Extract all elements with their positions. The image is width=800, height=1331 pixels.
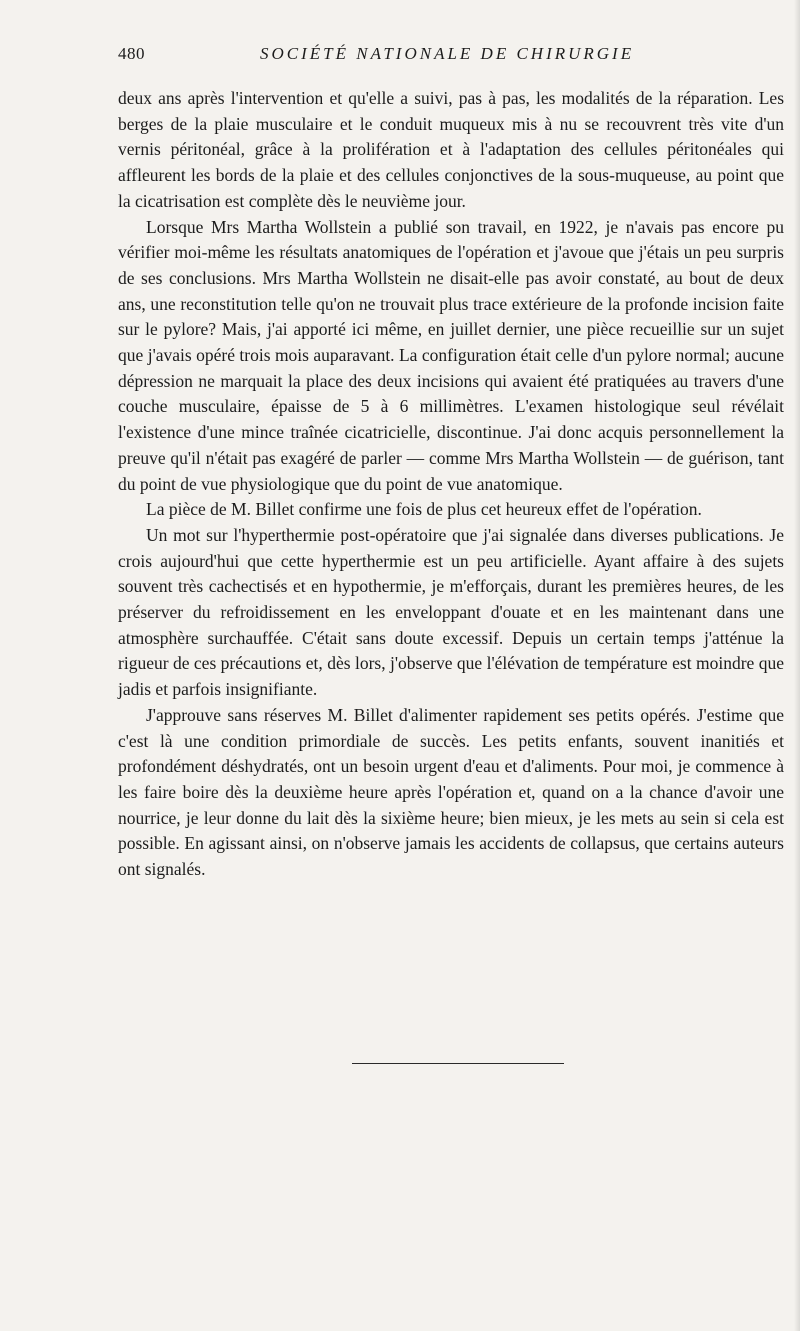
paragraph-3: La pièce de M. Billet confirme une fois de plus cet heureux effet de l'opération. (146, 499, 702, 520)
section-end-rule (352, 1063, 564, 1064)
paragraph-1: deux ans après l'intervention et qu'elle a suivi, pas à pas, les modalités de la réparation. Les berges de la plaie musculaire et le conduit muqueux mis à nu se recouvrent très vite d'un vernis péritonéal, grâce à la prolifération et à l'adaptation des cellules péritonéales qui affleurent les bords de la plaie et des cellules conjonctives de la sous-muqueuse, au point que la cicatrisation est complète dès le neuvième jour. (118, 88, 784, 211)
page-header (118, 44, 782, 68)
paragraph-4: Un mot sur l'hyperthermie post-opératoire que j'ai signalée dans diverses publications. Je crois aujourd'hui que cette hyperthermie est un peu artificielle. Ayant affaire à des sujets souvent très cachectisés et en hypothermie, je m'efforçais, durant les premières heures, de les préserver du refroidissement en les enveloppant d'ouate et en les maintenant dans une atmosphère surchauffée. C'était sans doute excessif. Depuis un certain temps j'atténue la rigueur de ces précautions et, dès lors, j'observe que l'élévation de température est moindre que jadis et parfois insignifiante. (118, 524, 784, 700)
page-edge-shadow (794, 0, 800, 1331)
paragraph-5: J'approuve sans réserves M. Billet d'alimenter rapidement ses petits opérés. J'estime que c'est là une condition primordiale de succès. Les petits enfants, souvent inanitiés et profondément déshydratés, ont un besoin urgent d'eau et d'aliments. Pour moi, je commence à les faire boire dès la deuxième heure après l'opération et, quand on a la chance d'avoir une nourrice, je leur donne du lait dès la sixième heure; bien mieux, je les mets au sein si cela est possible. En agissant ainsi, on n'observe jamais les accidents de collapsus, que certains auteurs ont signalés. (118, 704, 784, 880)
running-title: SOCIÉTÉ NATIONALE DE CHIRURGIE (260, 44, 635, 63)
paragraph-2: Lorsque Mrs Martha Wollstein a publié son travail, en 1922, je n'avais pas encore pu vérifier moi-même les résultats anatomiques de l'opération et j'avoue que j'étais un peu surpris de ses conclusions. Mrs Martha Wollstein ne disait-elle pas avoir constaté, au bout de deux ans, une reconstitution telle qu'on ne trouvait plus trace extérieure de la profonde incision faite sur le pylore? Mais, j'ai apporté ici même, en juillet dernier, une pièce recueillie sur un sujet que j'avais opéré trois mois auparavant. La configuration était celle d'un pylore normal; aucune dépression ne marquait la place des deux incisions qui avaient été pratiquées au travers d'une couche musculaire, épaisse de 5 à 6 millimètres. L'examen histologique seul révélait l'existence d'une mince traînée cicatricielle, discontinue. J'ai donc acquis personnellement la preuve qu'il n'était pas exagéré de parler — comme Mrs Martha Wollstein — de guérison, tant du point de vue physiologique que du point de vue anatomique. (118, 216, 784, 494)
page-number: 480 (118, 44, 145, 63)
body-text (118, 86, 784, 883)
